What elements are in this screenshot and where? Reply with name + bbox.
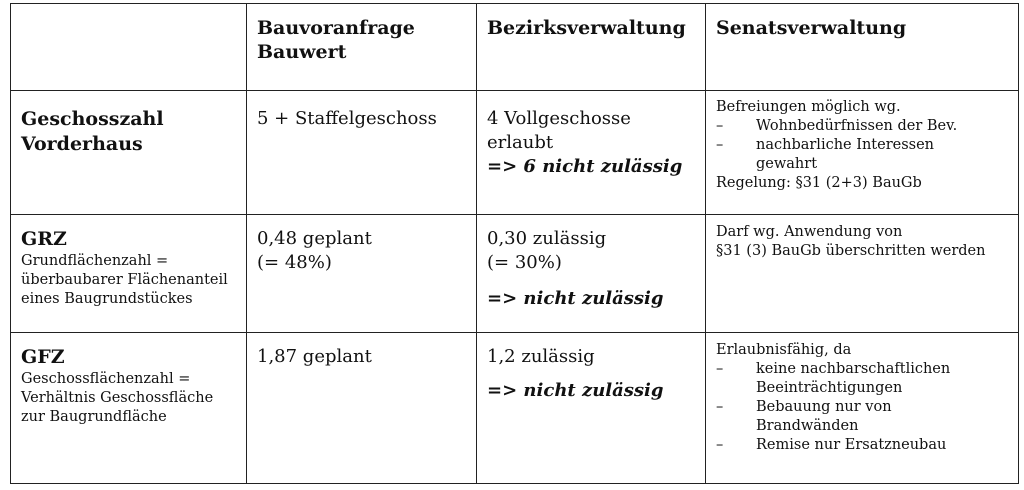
- list-item: [716, 136, 1014, 174]
- list-item-text: [756, 436, 1014, 455]
- row-grz-title: GRZ: [21, 228, 67, 250]
- row-geschosszahl-bezirk-line2: erlaubt: [487, 132, 554, 153]
- row-geschosszahl-bezirk: [477, 91, 706, 215]
- row-grz-senat-line1: Darf wg. Anwendung von: [716, 224, 903, 240]
- row-gfz-bezirk: [477, 333, 706, 484]
- row-geschosszahl-bauvoranfrage: [247, 91, 477, 215]
- row-grz-sub-line3: eines Baugrundstückes: [21, 291, 193, 307]
- spacer: [487, 369, 705, 379]
- row-grz-title-cell: [11, 215, 247, 333]
- row-gfz-bezirk-verdict: => nicht zulässig: [487, 380, 664, 401]
- row-gfz-sub-line1: Geschossflächenzahl =: [21, 371, 191, 387]
- row-geschosszahl-senat-intro: Befreiungen möglich wg.: [716, 99, 901, 115]
- row-grz-senat-line2: §31 (3) BauGb überschritten werden: [716, 243, 986, 259]
- row-geschosszahl-title-line1: Geschosszahl: [21, 108, 164, 130]
- header-bauvoranfrage: [247, 4, 477, 91]
- row-gfz-bauvoranfrage: [247, 333, 477, 484]
- row-gfz-senat: [706, 333, 1019, 484]
- row-geschosszahl: [11, 91, 1019, 215]
- header-bauvoranfrage-line1: Bauvoranfrage: [257, 17, 415, 39]
- row-geschosszahl-title-cell: [11, 91, 247, 215]
- row-gfz-sub-line3: zur Baugrundfläche: [21, 409, 167, 425]
- list-item-text: [756, 398, 1014, 436]
- header-bezirksverwaltung-label: Bezirksverwaltung: [487, 17, 686, 39]
- list-item-line1: keine nachbarschaftlichen: [756, 361, 951, 377]
- dash-marker: –: [716, 437, 724, 453]
- row-geschosszahl-title-line2: Vorderhaus: [21, 133, 143, 155]
- list-item-line2: Beeinträchtigungen: [756, 380, 903, 396]
- row-grz: [11, 215, 1019, 333]
- row-geschosszahl-bezirk-verdict: => 6 nicht zulässig: [487, 156, 683, 177]
- header-bauvoranfrage-line2: Bauwert: [257, 41, 347, 63]
- header-senatsverwaltung-label: Senatsverwaltung: [716, 17, 907, 39]
- header-senatsverwaltung: [706, 4, 1019, 91]
- row-gfz-title-cell: [11, 333, 247, 484]
- header-empty-cell: [11, 4, 247, 91]
- list-item-line1: nachbarliche Interessen: [756, 137, 935, 153]
- row-geschosszahl-senat: [706, 91, 1019, 215]
- row-geschosszahl-senat-outro: Regelung: §31 (2+3) BauGb: [716, 175, 922, 191]
- list-item-line2: Brandwänden: [756, 418, 859, 434]
- dash-marker: –: [716, 137, 724, 153]
- list-item: [716, 436, 1014, 455]
- list-item-line2: gewahrt: [756, 156, 818, 172]
- header-bezirksverwaltung: [477, 4, 706, 91]
- list-item: [716, 117, 1014, 136]
- row-grz-bezirk-line1: 0,30 zulässig: [487, 228, 607, 249]
- row-grz-bau-line1: 0,48 geplant: [257, 228, 372, 249]
- list-item-line1: Bebauung nur von: [756, 399, 892, 415]
- row-gfz-senat-intro: Erlaubnisfähig, da: [716, 342, 852, 358]
- spacer: [487, 275, 705, 287]
- dash-marker: –: [716, 399, 724, 415]
- comparison-table: [10, 3, 1019, 484]
- row-gfz-sub-line2: Verhältnis Geschossfläche: [21, 390, 214, 406]
- row-grz-bezirk-line2: (= 30%): [487, 252, 562, 273]
- dash-marker: –: [716, 361, 724, 377]
- row-grz-bauvoranfrage: [247, 215, 477, 333]
- row-grz-bau-line2: (= 48%): [257, 252, 332, 273]
- list-item-text: [756, 360, 1014, 398]
- list-item-line1: Wohnbedürfnissen der Bev.: [756, 118, 958, 134]
- row-gfz-title: GFZ: [21, 346, 65, 368]
- row-grz-sub-line2: überbaubarer Flächenanteil: [21, 272, 228, 288]
- row-grz-senat: [706, 215, 1019, 333]
- row-grz-sub-line1: Grundflächenzahl =: [21, 253, 169, 269]
- list-item-line1: Remise nur Ersatzneubau: [756, 437, 947, 453]
- row-geschosszahl-bezirk-line1: 4 Vollgeschosse: [487, 108, 631, 129]
- row-gfz-bau-value: 1,87 geplant: [257, 346, 372, 367]
- list-item: [716, 360, 1014, 398]
- row-gfz-bezirk-line1: 1,2 zulässig: [487, 346, 595, 367]
- row-gfz: [11, 333, 1019, 484]
- list-item: [716, 398, 1014, 436]
- list-item-text: [756, 117, 1014, 136]
- row-geschosszahl-bauvoranfrage-value: 5 + Staffelgeschoss: [257, 108, 437, 129]
- dash-marker: –: [716, 118, 724, 134]
- list-item-text: [756, 136, 1014, 174]
- row-grz-bezirk: [477, 215, 706, 333]
- header-row: [11, 4, 1019, 91]
- row-grz-bezirk-verdict: => nicht zulässig: [487, 288, 664, 309]
